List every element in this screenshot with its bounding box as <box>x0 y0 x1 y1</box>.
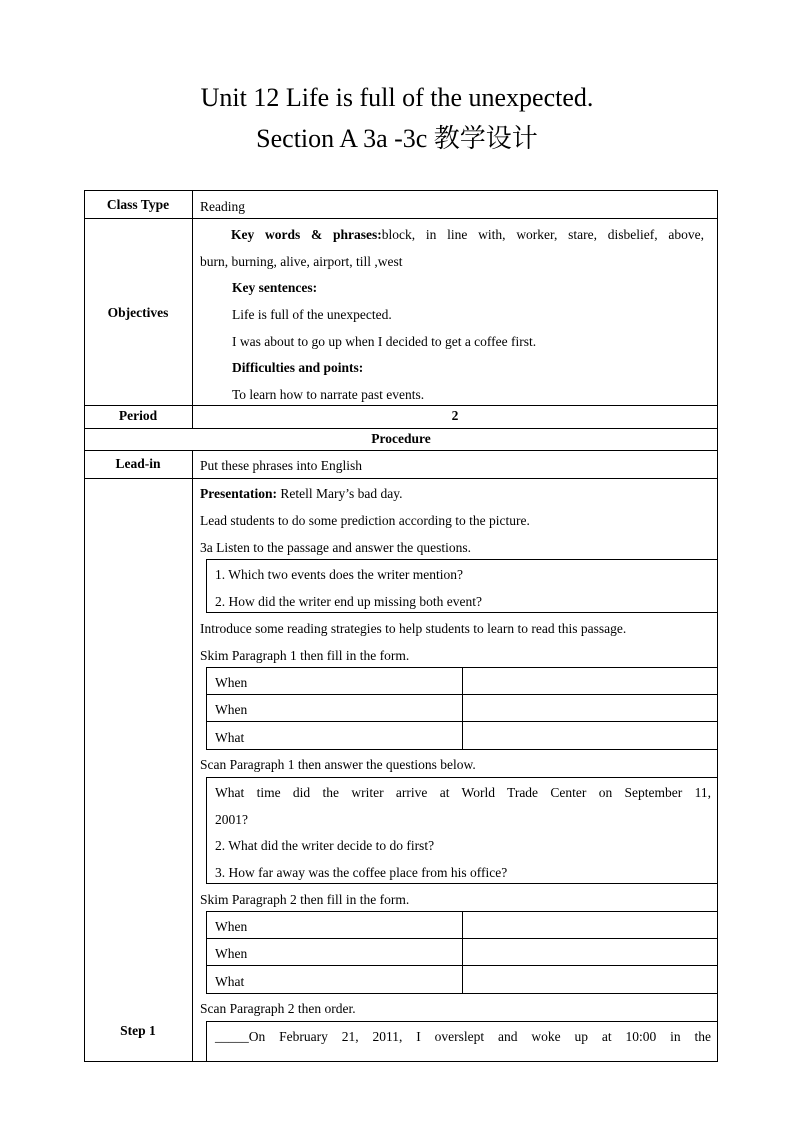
row-divider <box>84 428 718 429</box>
row-divider <box>84 405 718 406</box>
key-words-label: Key words & phrases: <box>231 227 382 242</box>
difficulties-label: Difficulties and points: <box>232 360 364 375</box>
key-sentences-label: Key sentences: <box>232 280 318 295</box>
box-border <box>206 777 207 884</box>
form2-row-label: What <box>215 974 245 989</box>
lead-in-text: Put these phrases into English <box>200 458 362 473</box>
period-value: 2 <box>451 408 459 423</box>
order-item-text: On February 21, 2011, I overslept and woke up at 10:00 in the <box>248 1029 711 1044</box>
document-title: Unit 12 Life is full of the unexpected. <box>200 83 594 112</box>
procedure-heading: Procedure <box>371 431 431 446</box>
lesson-plan-table <box>84 190 718 1062</box>
form-border <box>462 911 463 994</box>
box-border <box>206 559 718 560</box>
scan1-question-3: 3. How far away was the coffee place from his office? <box>215 865 508 880</box>
scan1-question-1: What time did the writer arrive at World Trade Center on September 11, <box>215 785 711 800</box>
listen-question-2: 2. How did the writer end up missing both event? <box>215 594 482 609</box>
box-border <box>206 883 718 884</box>
presentation-label: Presentation: <box>200 486 277 501</box>
row-divider <box>84 478 718 479</box>
scan-paragraph-1: Scan Paragraph 1 then answer the questions below. <box>200 757 476 772</box>
strategies-text: Introduce some reading strategies to help students to learn to read this passage. <box>200 621 627 636</box>
table-border-bottom <box>84 1061 718 1062</box>
step1-label: Step 1 <box>120 1023 156 1038</box>
form-border <box>462 667 463 750</box>
scan-paragraph-2: Scan Paragraph 2 then order. <box>200 1001 356 1016</box>
box-border <box>206 777 718 778</box>
column-divider <box>192 450 193 1062</box>
row-divider <box>84 450 718 451</box>
box-border <box>206 1021 718 1022</box>
listen-question-1: 1. Which two events does the writer mention? <box>215 567 463 582</box>
row-divider <box>84 218 718 219</box>
form2-row-label: When <box>215 946 248 961</box>
form-border <box>206 911 207 994</box>
lead-in-label: Lead-in <box>115 456 161 471</box>
order-blank: _____ <box>215 1029 249 1044</box>
order-item-1 <box>215 1029 711 1045</box>
scan1-question-2: 2. What did the writer decide to do first? <box>215 838 435 853</box>
box-border <box>206 559 207 613</box>
skim-paragraph-2: Skim Paragraph 2 then fill in the form. <box>200 892 410 907</box>
period-label: Period <box>118 408 158 423</box>
document-subtitle: Section A 3a -3c 教学设计 <box>256 124 538 153</box>
listen-3a-text: 3a Listen to the passage and answer the questions. <box>200 540 472 555</box>
box-border <box>206 1021 207 1062</box>
key-sentence-1: Life is full of the unexpected. <box>232 307 392 322</box>
form1-row-label: When <box>215 675 248 690</box>
key-words-text: block, in line with, worker, stare, disbelief, above, <box>381 227 704 242</box>
table-border-right <box>717 190 718 1062</box>
key-words-continued: burn, burning, alive, airport, till ,west <box>200 254 403 269</box>
table-border-top <box>84 190 718 191</box>
column-divider <box>192 190 193 428</box>
form2-row-label: When <box>215 919 248 934</box>
presentation-text: Retell Mary’s bad day. <box>280 486 403 501</box>
prediction-text: Lead students to do some prediction according to the picture. <box>200 513 530 528</box>
class-type-value: Reading <box>200 199 245 214</box>
class-type-label: Class Type <box>106 197 170 212</box>
box-border <box>206 612 718 613</box>
form-border <box>206 667 207 750</box>
skim-paragraph-1: Skim Paragraph 1 then fill in the form. <box>200 648 410 663</box>
presentation-line <box>200 486 402 502</box>
key-words-line <box>200 227 704 243</box>
objectives-label: Objectives <box>107 305 169 320</box>
key-sentence-2: I was about to go up when I decided to get a coffee first. <box>232 334 537 349</box>
form1-row-label: What <box>215 730 245 745</box>
form1-row-label: When <box>215 702 248 717</box>
difficulties-text: To learn how to narrate past events. <box>232 387 425 402</box>
scan1-question-1-cont: 2001? <box>215 812 248 827</box>
